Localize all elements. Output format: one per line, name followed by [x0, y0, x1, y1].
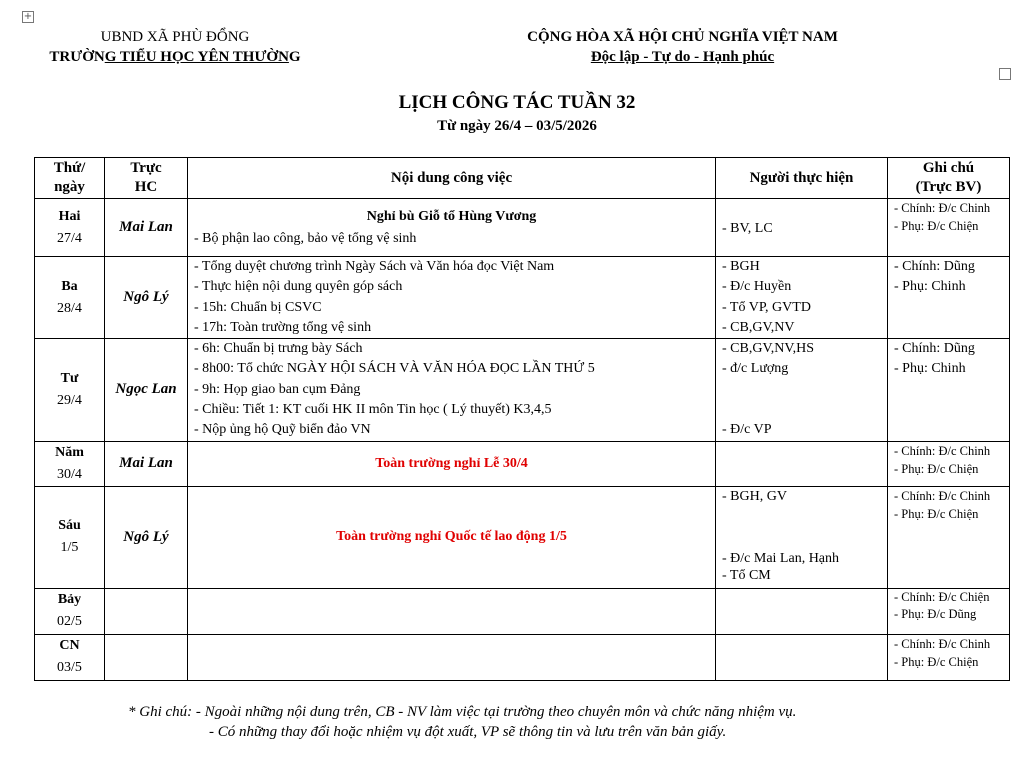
duty-cell: Ngô Lý [105, 486, 188, 588]
authority-name: UBND XÃ PHÙ ĐỔNG [100, 29, 250, 45]
note-line: - Chính: Dũng [894, 259, 975, 274]
document-title: LỊCH CÔNG TÁC TUẦN 32 [398, 92, 636, 113]
day-name: Ba [61, 278, 78, 294]
issuer-header [40, 27, 310, 67]
day-date: 02/5 [57, 614, 82, 630]
day-cell [35, 634, 105, 680]
duty-cell: Mai Lan [105, 199, 188, 257]
republic-name: CỘNG HÒA XÃ HỘI CHỦ NGHĨA VIỆT NAM [527, 29, 838, 45]
person-line: - BGH, GV [722, 488, 787, 504]
note-line: - Phụ: Chinh [894, 279, 966, 295]
header-content: Nội dung công việc [188, 158, 716, 199]
duty-cell [105, 588, 188, 634]
table-row [35, 486, 1010, 588]
duty-cell: Ngô Lý [105, 257, 188, 339]
day-date: 1/5 [60, 540, 79, 556]
table-row [35, 199, 1010, 257]
person-line [722, 400, 881, 420]
note-line: - Chính: Đ/c Chinh [894, 443, 991, 458]
note-line: - Phụ: Chinh [894, 361, 966, 377]
person-cell [716, 339, 888, 441]
person-line: - BV, LC [722, 221, 773, 237]
note-line: - Phụ: Đ/c Dũng [894, 606, 977, 621]
content-line: - 8h00: Tổ chức NGÀY HỘI SÁCH VÀ VĂN HÓA ĐỌC LẦN THỨ 5 [194, 361, 595, 377]
content-line: - 17h: Toàn trường tổng vệ sinh [194, 319, 372, 335]
duty-cell: Ngọc Lan [105, 339, 188, 441]
header-person: Người thực hiện [716, 158, 888, 199]
day-name: Tư [60, 370, 79, 386]
note-cell [888, 199, 1010, 257]
national-header [490, 27, 875, 67]
day-cell [35, 441, 105, 486]
note-line: - Phụ: Đ/c Chiện [894, 219, 979, 233]
content-line: - Tổng duyệt chương trình Ngày Sách và Văn hóa đọc Việt Nam [194, 259, 555, 274]
day-date: 29/4 [57, 392, 82, 408]
day-date: 30/4 [57, 466, 82, 482]
day-name: Bảy [57, 592, 82, 608]
person-cell [716, 441, 888, 486]
note-cell [888, 441, 1010, 486]
header-day-line: ngày [54, 179, 85, 195]
content-line: - 6h: Chuẩn bị trưng bày Sách [194, 341, 363, 357]
note-line: - Chính: Đ/c Chinh [894, 201, 991, 215]
content-line: - Bộ phận lao công, bảo vệ tổng vệ sinh [194, 231, 417, 247]
content-cell [188, 257, 716, 339]
footer-notes [128, 702, 796, 742]
holiday-notice: Toàn trường nghỉ Quốc tế lao động 1/5 [336, 529, 567, 545]
day-name: CN [59, 638, 80, 654]
day-name: Sáu [58, 518, 81, 534]
note-line: - Chính: Dũng [894, 341, 975, 357]
note-line: - Phụ: Đ/c Chiện [894, 461, 979, 476]
school-name-underlined: G TIỂU HỌC YÊN THƯỜN [104, 49, 289, 65]
table-row [35, 634, 1010, 680]
person-line: - đ/c Lượng [722, 361, 789, 377]
schedule-table [34, 157, 1010, 681]
person-line: - Tổ CM [722, 567, 771, 583]
content-cell [188, 634, 716, 680]
holiday-notice: Toàn trường nghỉ Lễ 30/4 [375, 455, 528, 471]
school-name [40, 47, 310, 67]
day-name: Hai [58, 208, 81, 224]
person-line [722, 528, 881, 550]
content-line: - Chiều: Tiết 1: KT cuối HK II môn Tin học ( Lý thuyết) K3,4,5 [194, 402, 552, 418]
school-name-part: TRƯỜN [49, 49, 105, 65]
person-cell [716, 257, 888, 339]
content-title: Nghỉ bù Giỗ tổ Hùng Vương [366, 209, 537, 224]
table-move-handle-icon[interactable]: + [23, 11, 33, 22]
person-line: - Tổ VP, GVTD [722, 299, 811, 315]
content-line: - 15h: Chuẩn bị CSVC [194, 299, 322, 315]
person-line: - Đ/c Mai Lan, Hạnh [722, 550, 840, 566]
content-cell [188, 588, 716, 634]
note-line: - Phụ: Đ/c Chiện [894, 654, 979, 669]
content-line: - Thực hiện nội dung quyên góp sách [194, 279, 403, 295]
duty-cell: Mai Lan [105, 441, 188, 486]
table-header-row [35, 158, 1010, 199]
person-line [722, 380, 881, 400]
table-resize-handle-icon[interactable] [999, 68, 1011, 80]
table-row [35, 588, 1010, 634]
school-name-part: G [288, 49, 301, 65]
day-cell [35, 339, 105, 441]
note-cell [888, 486, 1010, 588]
person-line: - Đ/c Huyền [722, 279, 792, 295]
person-cell [716, 634, 888, 680]
person-line: - BGH [722, 259, 760, 274]
content-cell [188, 339, 716, 441]
header-day-line: Thứ/ [53, 160, 86, 176]
duty-cell [105, 634, 188, 680]
content-cell [188, 199, 716, 257]
header-note-line: (Trực BV) [915, 179, 982, 195]
note-cell [888, 588, 1010, 634]
note-line: - Chính: Đ/c Chinh [894, 488, 991, 503]
note-line: - Chính: Đ/c Chiện [894, 589, 990, 604]
header-note-line: Ghi chú [922, 160, 975, 176]
note-line: - Chính: Đ/c Chinh [894, 636, 991, 651]
table-row [35, 441, 1010, 486]
header-duty-line: Trực [130, 160, 162, 176]
day-cell [35, 257, 105, 339]
note-line: - Phụ: Đ/c Chiện [894, 506, 979, 521]
person-cell [716, 588, 888, 634]
person-line: - CB,GV,NV,HS [722, 341, 815, 357]
person-cell [716, 199, 888, 257]
header-duty [105, 158, 188, 199]
note-cell [888, 339, 1010, 441]
header-duty-line: HC [134, 179, 158, 195]
person-line: - CB,GV,NV [722, 319, 795, 335]
person-line [722, 506, 881, 528]
content-cell [188, 486, 716, 588]
day-cell [35, 588, 105, 634]
footer-note-line: * Ghi chú: - Ngoài những nội dung trên, CB - NV làm việc tại trường theo chuyên môn và chức năng nhiệm vụ. [128, 704, 797, 720]
day-date: 27/4 [57, 230, 82, 246]
day-cell [35, 486, 105, 588]
national-motto: Độc lập - Tự do - Hạnh phúc [590, 49, 775, 65]
header-day [35, 158, 105, 199]
day-cell [35, 199, 105, 257]
table-row [35, 257, 1010, 339]
document-date-range: Từ ngày 26/4 – 03/5/2026 [437, 118, 597, 134]
day-date: 03/5 [57, 660, 82, 676]
day-name: Năm [55, 444, 84, 460]
header-note [888, 158, 1010, 199]
table-row [35, 339, 1010, 441]
day-date: 28/4 [57, 300, 82, 316]
footer-note-line: - Có những thay đổi hoặc nhiệm vụ đột xuất, VP sẽ thông tin và lưu trên văn bản giấy. [209, 724, 727, 740]
note-cell [888, 257, 1010, 339]
content-line: - Nộp ủng hộ Quỹ biển đảo VN [194, 422, 371, 438]
person-cell [716, 486, 888, 588]
content-line: - 9h: Họp giao ban cụm Đảng [194, 381, 361, 397]
note-cell [888, 634, 1010, 680]
content-cell [188, 441, 716, 486]
person-line: - Đ/c VP [722, 422, 772, 438]
